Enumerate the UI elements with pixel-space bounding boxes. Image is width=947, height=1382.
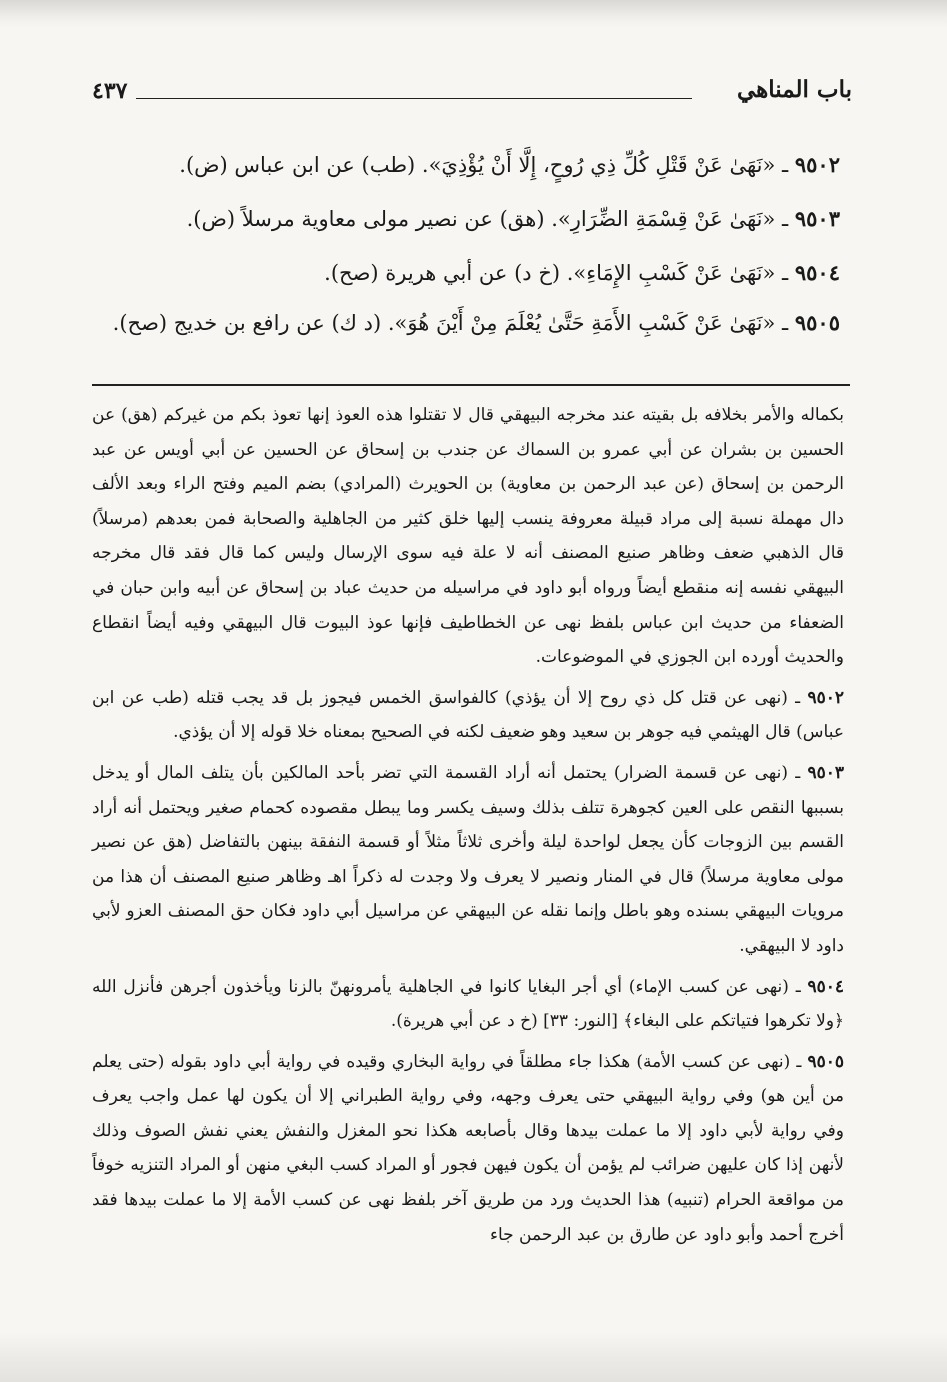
- entry-number: ٩٥٠٢: [794, 152, 840, 177]
- commentary-number: ٩٥٠٤: [807, 976, 844, 997]
- running-header: [92, 76, 852, 112]
- entry-text: ـ «نَهَىٰ عَنْ كَسْبِ الأَمَةِ حَتَّىٰ يُعْلَمَ مِنْ أَيْنَ هُوَ». (د ك) عن رافع بن خديج (صح).: [112, 311, 795, 335]
- footnote-divider: [92, 384, 850, 386]
- commentary-paragraph: [92, 398, 844, 675]
- commentary-paragraph: [92, 970, 844, 1039]
- commentary-number: ٩٥٠٥: [807, 1051, 844, 1072]
- commentary-paragraph: [92, 756, 844, 964]
- page-number: ٤٣٧: [92, 78, 128, 104]
- hadith-entry: [92, 138, 852, 192]
- header-rule: [136, 98, 692, 99]
- hadith-entry: [92, 246, 852, 300]
- commentary-number: ٩٥٠٢: [807, 687, 844, 708]
- scan-edge-bottom: [0, 1332, 947, 1382]
- entry-text: ـ «نَهَىٰ عَنْ كَسْبِ الإِمَاءِ». (خ د) عن أبي هريرة (صح).: [324, 261, 795, 285]
- commentary-text: بكماله والأمر بخلافه بل بقيته عند مخرجه البيهقي قال لا تقتلوا هذه العوذ إنها تعوذ بكم من غيركم (هق) عن الحسين بن بشران عن أبي عمرو بن السماك عن جندب بن إسحاق عن الحسين عن أبي أويس عن عبد الرحمن بن إسحاق (عن عبد الرحمن بن معاوية) بن الحويرث (المرادي) بضم الميم وفتح الراء وبعد الألف دال مهملة نسبة إلى مراد قبيلة معروفة ينسب إليها خلق كثير من الجاهلية والصحابة فمن بعدهم (مرسلاً) قال الذهبي ضعف وظاهر صنيع المصنف أنه لا علة فيه سوى الإرسال وليس كما قال فقد قال مخرجه البيهقي نفسه إنه منقطع أيضاً ورواه أبو داود في مراسيله من حديث عباد بن إسحاق عن أبيه وابن حبان في الضعفاء من حديث ابن عباس بلفظ نهى عن الخطاطيف فإنها عوذ البيوت قال البيهقي وفيه أيضاً انقطاع والحديث أورده ابن الجوزي في الموضوعات.: [92, 405, 844, 668]
- hadith-entry: [92, 192, 852, 246]
- entry-text: ـ «نَهَىٰ عَنْ قَتْلِ كُلِّ ذِي رُوحٍ، إِلَّا أَنْ يُؤْذِيَ». (طب) عن ابن عباس (ض).: [179, 153, 795, 177]
- hadith-entries: [92, 138, 852, 346]
- hadith-entry: [92, 300, 852, 346]
- entry-number: ٩٥٠٥: [794, 310, 840, 335]
- commentary-text: ـ (نهى عن قتل كل ذي روح إلا أن يؤذي) كالفواسق الخمس فيجوز بل قد يجب قتله (طب عن ابن عباس) قال الهيثمي فيه جوهر بن سعيد وهو ضعيف لكنه في الصحيح بمعناه خلا قوله إلا أن يؤذي.: [92, 687, 844, 743]
- commentary-paragraph: [92, 681, 844, 750]
- entry-number: ٩٥٠٣: [794, 206, 840, 231]
- entry-number: ٩٥٠٤: [794, 260, 840, 285]
- commentary-text: ـ (نهى عن كسب الأمة) هكذا جاء مطلقاً في رواية البخاري وقيده في رواية أبي داود بقوله (حتى يعلم من أين هو) وفي رواية البيهقي حتى يعرف وجهه، وفي رواية الطبراني إلا أن يكون لها عمل واجب يعرف وفي رواية لأبي داود إلا ما عملت بيدها وقال بأصابعه هكذا نحو المغزل والنفش يعني نفش الصوف وذلك لأنهن إذا كان عليهن ضرائب لم يؤمن أن يكون فيهن فجور أو المراد كسب البغي منهن أو المراد التنزيه خوفاً من مواقعة الحرام (تنبيه) هذا الحديث ورد من طريق آخر بلفظ نهى عن كسب الأمة إلا ما عملت بيدها فقد أخرج أحمد وأبو داود عن طارق بن عبد الرحمن جاء: [92, 1051, 844, 1245]
- commentary-number: ٩٥٠٣: [807, 762, 844, 783]
- commentary-text: ـ (نهى عن كسب الإماء) أي أجر البغايا كانوا في الجاهلية يأمرونهنّ بالزنا ويأخذون أجرهن فأنزل الله ﴿ولا تكرهوا فتياتكم على البغاء﴾ [النور: ٣٣] (خ د عن أبي هريرة).: [92, 976, 844, 1032]
- commentary-section: [92, 398, 844, 1258]
- commentary-paragraph: [92, 1045, 844, 1253]
- scan-edge-top: [0, 0, 947, 28]
- chapter-title: باب المناهي: [736, 76, 852, 103]
- entry-text: ـ «نَهَىٰ عَنْ قِسْمَةِ الضِّرَارِ». (هق) عن نصير مولى معاوية مرسلاً (ض).: [186, 207, 795, 231]
- commentary-text: ـ (نهى عن قسمة الضرار) يحتمل أنه أراد القسمة التي تضر بأحد المالكين بأن يتلف المال أو يدخل بسببها النقص على العين كجوهرة تتلف بذلك وسيف يكسر وما يبطل مقصوده كحمام صغير ويحتمل أنه أراد القسم بين الزوجات كأن يجعل لواحدة ليلة وأخرى ثلاثاً مثلاً أو قسمة النفقة بينهن بالتفاضل (هق عن نصير مولى معاوية مرسلاً) قال في المنار ونصير لا يعرف ولا وجدت له ذكراً اهـ وظاهر صنيع المصنف أن هذا من مرويات البيهقي بسنده وهو باطل وإنما نقله عن البيهقي عن مراسيل أبي داود فكان حق المصنف العزو لأبي داود لا البيهقي.: [92, 762, 844, 956]
